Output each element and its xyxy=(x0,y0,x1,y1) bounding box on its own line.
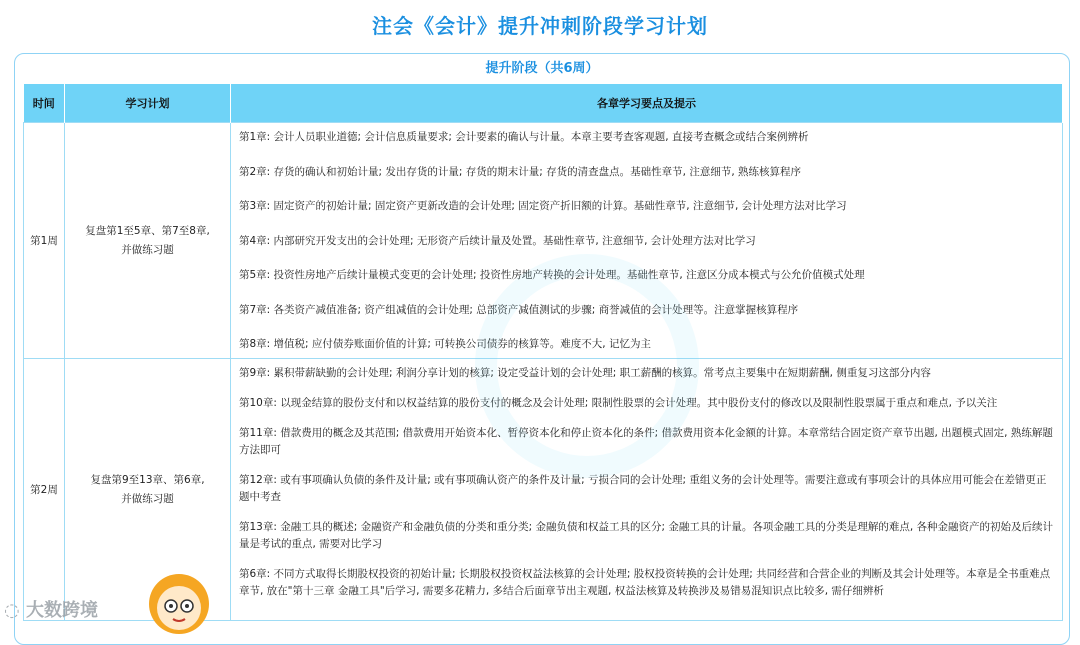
chapter-point: 第13章: 金融工具的概述; 金融资产和金融负债的分类和重分类; 金融负债和权益工具的区分; 金融工具的计量。各项金融工具的分类是理解的难点, 各种金融资产的初始及后续计量是考试的重点, 需要对比学习 xyxy=(239,521,1054,550)
header-plan: 学习计划 xyxy=(65,84,231,123)
week-cell: 第2周 xyxy=(24,359,65,621)
mascot-icon xyxy=(140,566,218,636)
plan-text-line1: 复盘第9至13章、第6章, xyxy=(90,473,205,486)
logo-icon: ◌ xyxy=(4,600,20,621)
header-points: 各章学习要点及提示 xyxy=(231,84,1063,123)
brand-logo xyxy=(4,596,98,622)
chapter-point: 第12章: 或有事项确认负债的条件及计量; 或有事项确认资产的条件及计量; 亏损合同的会计处理; 重组义务的会计处理等。需要注意或有事项会计的具体应用可能会在差错更正题中考查 xyxy=(239,474,1047,503)
page-title: 注会《会计》提升冲刺阶段学习计划 xyxy=(372,14,708,38)
chapter-point: 第4章: 内部研究开发支出的会计处理; 无形资产后续计量及处置。基础性章节, 注意细节, 会计处理方法对比学习 xyxy=(239,234,756,247)
table-row-week1 xyxy=(24,123,1063,359)
points-cell xyxy=(231,123,1063,359)
chapter-point: 第9章: 累积带薪缺勤的会计处理; 利润分享计划的核算; 设定受益计划的会计处理; 职工薪酬的核算。常考点主要集中在短期薪酬, 侧重复习这部分内容 xyxy=(239,367,931,379)
chapter-point: 第1章: 会计人员职业道德; 会计信息质量要求; 会计要素的确认与计量。本章主要考查客观题, 直接考查概念或结合案例辨析 xyxy=(239,131,809,143)
plan-text-line2: 并做练习题 xyxy=(121,243,174,256)
plan-table xyxy=(23,84,1063,621)
chapter-point: 第11章: 借款费用的概念及其范围; 借款费用开始资本化、暂停资本化和停止资本化的条件; 借款费用资本化金额的计算。本章常结合固定资产章节出题, 出题模式固定, 熟练解题方法即可 xyxy=(239,427,1053,456)
chapter-point: 第5章: 投资性房地产后续计量模式变更的会计处理; 投资性房地产转换的会计处理。基础性章节, 注意区分成本模式与公允价值模式处理 xyxy=(239,269,865,281)
chapter-point: 第8章: 增值税; 应付债券账面价值的计算; 可转换公司债券的核算等。难度不大, 记忆为主 xyxy=(239,338,651,350)
header-time: 时间 xyxy=(24,84,65,123)
stage-subtitle: 提升阶段（共6周） xyxy=(485,61,599,76)
plan-table-frame xyxy=(14,53,1070,645)
chapter-point: 第2章: 存货的确认和初始计量; 发出存货的计量; 存货的期末计量; 存货的清查盘点。基础性章节, 注意细节, 熟练核算程序 xyxy=(239,165,802,178)
logo-text: 大数跨境 xyxy=(26,600,98,621)
points-cell xyxy=(231,359,1063,621)
chapter-point: 第10章: 以现金结算的股份支付和以权益结算的股份支付的概念及会计处理; 限制性股票的会计处理。其中股份支付的修改以及限制性股票属于重点和难点, 予以关注 xyxy=(239,397,998,409)
plan-text-line2: 并做练习题 xyxy=(121,492,174,505)
chapter-point: 第3章: 固定资产的初始计量; 固定资产更新改造的会计处理; 固定资产折旧额的计算。基础性章节, 注意细节, 会计处理方法对比学习 xyxy=(239,200,847,212)
table-header-row xyxy=(24,84,1063,123)
week-cell: 第1周 xyxy=(24,123,65,359)
chapter-point: 第6章: 不同方式取得长期股权投资的初始计量; 长期股权投资权益法核算的会计处理; 股权投资转换的会计处理; 共同经营和合营企业的判断及其会计处理等。本章是全书重难点章节, 放在"第十三章 金融工具"后学习, 需要多花精力, 多结合后面章节出主观题, 权益法核算及转换涉及易错易混知识点比较多, 需仔细辨析 xyxy=(239,568,1051,597)
chapter-point: 第7章: 各类资产减值准备; 资产组减值的会计处理; 总部资产减值测试的步骤; 商誉减值的会计处理等。注意掌握核算程序 xyxy=(239,303,799,316)
plan-cell xyxy=(65,123,231,359)
plan-text-line1: 复盘第1至5章、第7至8章, xyxy=(85,224,210,237)
